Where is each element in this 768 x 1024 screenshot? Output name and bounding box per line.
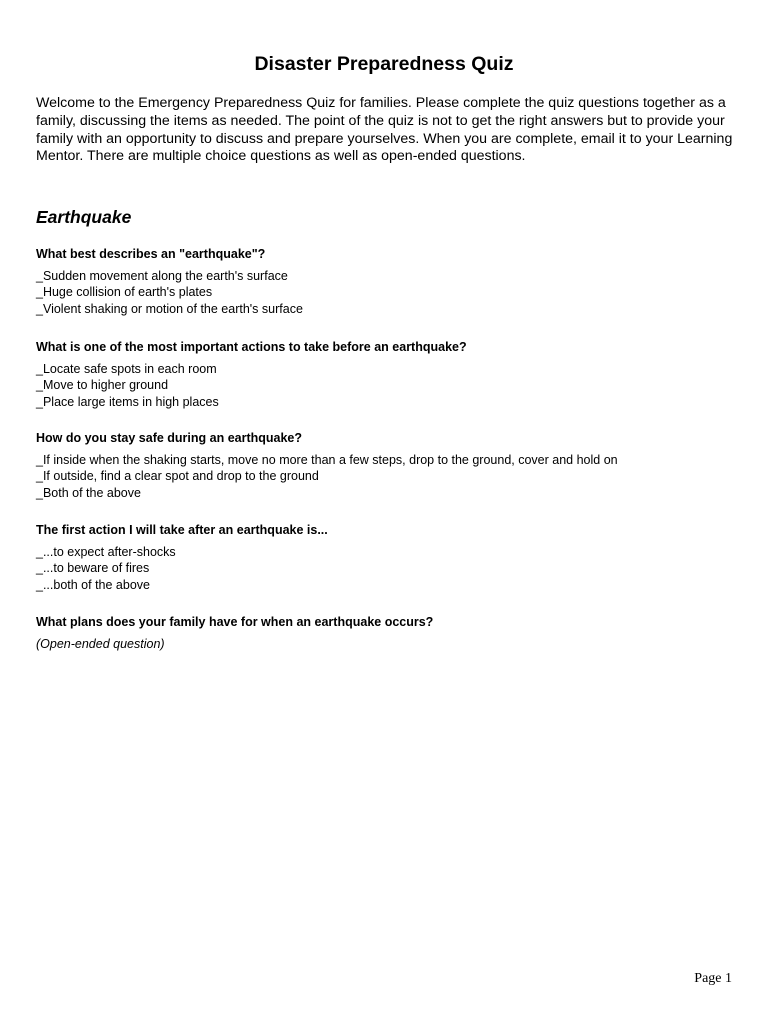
document-page — [36, 0, 736, 1024]
intro-paragraph: Welcome to the Emergency Preparedness Quiz for families. Please complete the quiz questions together as a family, discussing the items as needed. The point of the quiz is not to get the right answers but to provide your family with an opportunity to discuss and prepare yourselves. When you are complete, email it to your Learning Mentor. There are multiple choice questions as well as open-ended questions. — [36, 95, 733, 165]
question-5 — [36, 614, 736, 652]
answer-options — [36, 544, 736, 593]
question-4 — [36, 522, 736, 593]
answer-option: _If outside, find a clear spot and drop to the ground — [36, 469, 319, 484]
answer-option: _...to beware of fires — [36, 561, 150, 576]
question-text: What plans does your family have for when an earthquake occurs? — [36, 615, 434, 629]
answer-option: _Both of the above — [36, 485, 141, 500]
question-text: What is one of the most important actions to take before an earthquake? — [36, 340, 467, 354]
question-text: How do you stay safe during an earthquake? — [36, 431, 303, 445]
answer-options — [36, 361, 736, 410]
question-1 — [36, 246, 736, 317]
answer-option: _Place large items in high places — [36, 394, 219, 409]
question-text: What best describes an "earthquake"? — [36, 247, 266, 261]
answer-option: _...to expect after-shocks — [36, 545, 176, 559]
question-2 — [36, 339, 736, 410]
open-ended-note: (Open-ended question) — [36, 637, 165, 651]
section-heading-earthquake: Earthquake — [36, 207, 132, 227]
answer-option: _Locate safe spots in each room — [36, 362, 217, 376]
answer-option: _Violent shaking or motion of the earth's surface — [36, 301, 303, 316]
answer-options — [36, 268, 736, 317]
question-3 — [36, 430, 736, 501]
page-number: Page 1 — [694, 971, 732, 986]
answer-option: _Sudden movement along the earth's surface — [36, 269, 288, 283]
answer-option: _...both of the above — [36, 577, 150, 592]
page-title: Disaster Preparedness Quiz — [254, 53, 514, 75]
answer-option: _Huge collision of earth's plates — [36, 285, 213, 300]
answer-option: _If inside when the shaking starts, move no more than a few steps, drop to the ground, cover and hold on — [36, 453, 618, 467]
answer-option: _Move to higher ground — [36, 378, 169, 393]
answer-options — [36, 452, 736, 501]
question-text: The first action I will take after an earthquake is... — [36, 523, 328, 537]
